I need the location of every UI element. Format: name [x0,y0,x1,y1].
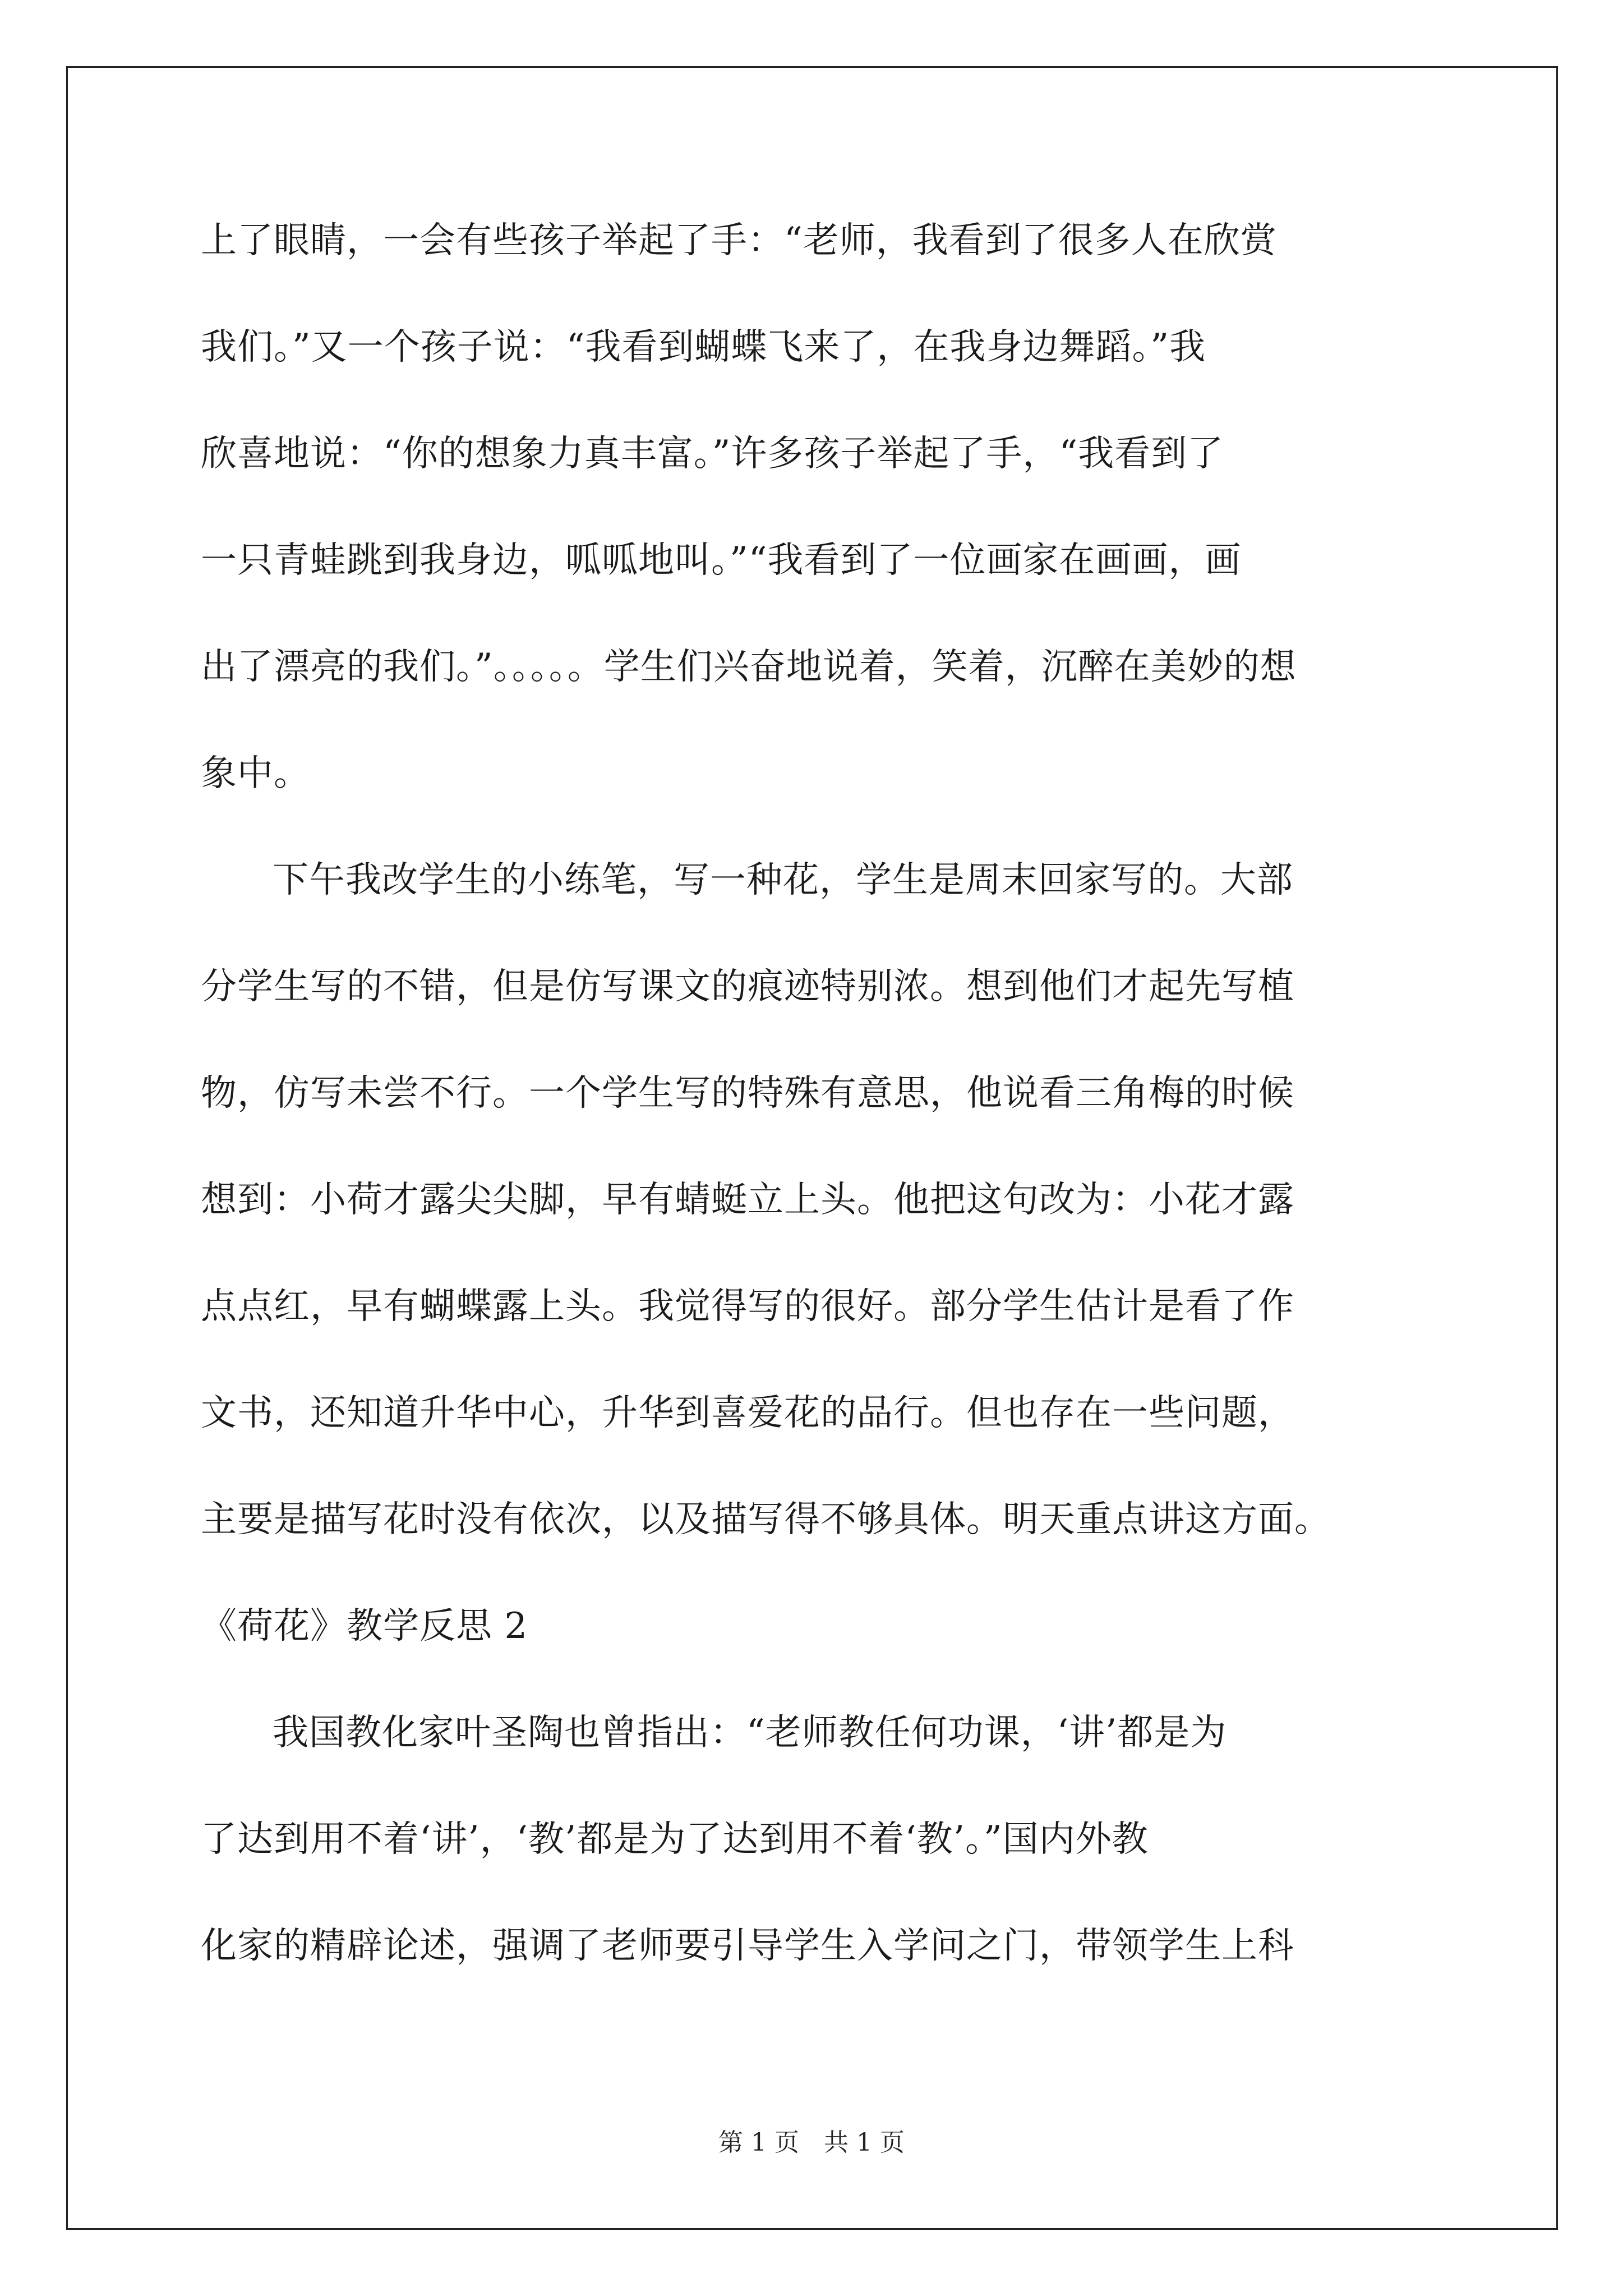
text-line: 想到：小荷才露尖尖脚，早有蜻蜓立上头。他把这句改为：小花才露 [201,1179,1294,1221]
text-line: 分学生写的不错，但是仿写课文的痕迹特别浓。想到他们才起先写植 [201,966,1294,1007]
text-line: 点点红，早有蝴蝶露上头。我觉得写的很好。部分学生估计是看了作 [201,1286,1294,1327]
text-line: 我们。”又一个孩子说：“我看到蝴蝶飞来了，在我身边舞蹈。”我 [201,326,1206,368]
paragraph-start-line: 我国教化家叶圣陶也曾指出：“老师教任何功课，‘讲’都是为 [273,1712,1227,1754]
text-line: 上了眼睛，一会有些孩子举起了手：“老师，我看到了很多人在欣赏 [201,220,1277,261]
text-line: 物，仿写未尝不行。一个学生写的特殊有意思，他说看三角梅的时候 [201,1073,1294,1114]
text-line: 了达到用不着‘讲’，‘教’都是为了达到用不着‘教’。”国内外教 [201,1819,1149,1860]
text-line: 化家的精辟论述，强调了老师要引导学生入学问之门，带领学生上科 [201,1925,1294,1967]
text-line: 文书，还知道升华中心，升华到喜爱花的品行。但也存在一些问题， [201,1392,1294,1434]
text-line: 象中。 [201,753,310,794]
section-heading: 《荷花》教学反思 2 [201,1605,528,1647]
text-line: 一只青蛙跳到我身边，呱呱地叫。”“我看到了一位画家在画画，画 [201,540,1242,581]
text-line: 出了漂亮的我们。”。。。。。学生们兴奋地说着，笑着，沉醉在美妙的想 [201,646,1297,688]
page-border [66,66,1558,2230]
text-line: 主要是描写花时没有依次，以及描写得不够具体。明天重点讲这方面。 [201,1499,1331,1540]
page-number-footer: 第 1 页 共 1 页 [718,2128,905,2157]
paragraph-start-line: 下午我改学生的小练笔，写一种花，学生是周末回家写的。大部 [273,859,1293,901]
text-line: 欣喜地说：“你的想象力真丰富。”许多孩子举起了手，“我看到了 [201,433,1224,475]
